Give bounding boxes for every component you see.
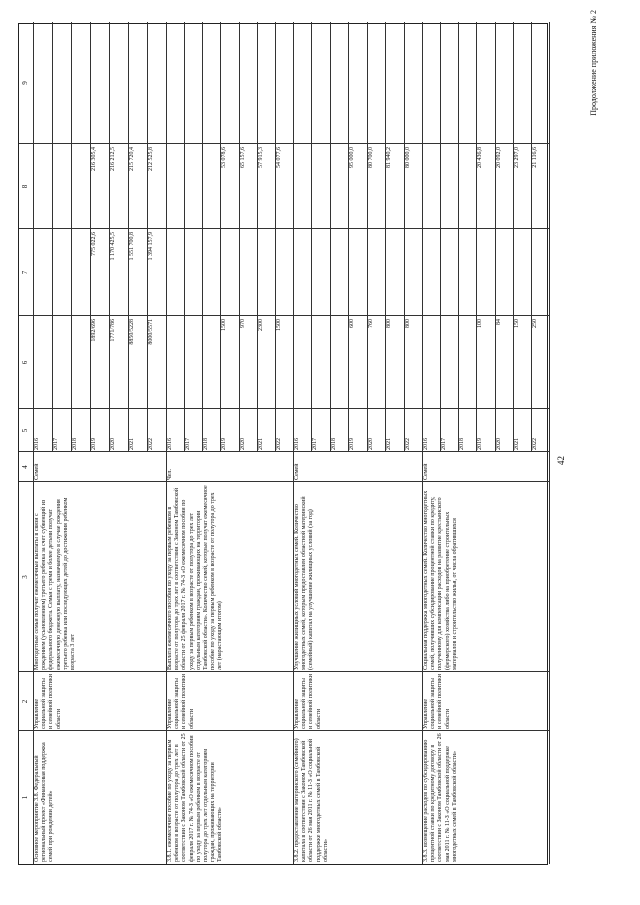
total-cell: 20 436,8 bbox=[477, 147, 484, 168]
total-cell: 80 000,0 bbox=[404, 147, 411, 168]
year-cell: 2019 bbox=[221, 438, 228, 450]
grid-line bbox=[513, 22, 514, 452]
unit-cell: Семей bbox=[423, 463, 429, 480]
indicator-cell: Социальная поддержка многодетных семей. Количество многодетных семей, получивших субсидирование процентной ставки по кредиту, полученному для компенсации расходов на развитие крестьянского (фермерского) хозяйства либо на приобретение строительных материалов и строительство жилья, от числа обратившихся bbox=[423, 490, 458, 670]
grid-line bbox=[404, 22, 405, 452]
year-cell: 2018 bbox=[203, 438, 210, 450]
cost-cell bbox=[476, 229, 494, 316]
indicator-cell: Многодетные семьи получат ежемесячные выплаты в связи с рождением (усыновлением) третьего ребенка за счет субвенций из федерального бюджета. Семьи с тремя и более детьми получат ежемесячную денежную выплату, назначаемую в случае рождения третьего ребенка или последующих детей до достижения ребенком возраста 3 лет bbox=[34, 497, 77, 670]
year-cell: 2017 bbox=[185, 438, 192, 450]
value-cell bbox=[422, 316, 440, 409]
total-cell: 53 078,6 bbox=[221, 147, 228, 168]
value-cell: 1500 bbox=[275, 319, 282, 331]
cost-cell: 1 170 425,5 bbox=[110, 232, 116, 261]
total-cell bbox=[330, 144, 348, 229]
grid-line bbox=[19, 451, 549, 452]
value-cell: 760 bbox=[367, 319, 374, 328]
grid-line bbox=[71, 22, 72, 452]
total-cell: 215 720,4 bbox=[129, 147, 135, 171]
total-cell: 216 212,5 bbox=[110, 147, 116, 171]
grid-line bbox=[90, 22, 91, 452]
year-cell: 2018 bbox=[459, 438, 466, 450]
grid-line bbox=[202, 22, 203, 452]
year-cell: 2020 bbox=[110, 438, 116, 450]
total-cell bbox=[440, 144, 458, 229]
unit-cell: Семей bbox=[294, 463, 300, 480]
cost-cell bbox=[404, 229, 422, 316]
total-cell bbox=[422, 144, 440, 229]
year-cell: 2018 bbox=[72, 438, 78, 450]
grid-line bbox=[239, 22, 240, 452]
year-cell: 2016 bbox=[34, 438, 40, 450]
total-cell: 57 915,3 bbox=[257, 147, 264, 168]
value-cell: 84 bbox=[495, 319, 502, 325]
grid-line bbox=[19, 408, 549, 409]
grid-line bbox=[531, 22, 532, 452]
value-cell bbox=[184, 316, 202, 409]
value-cell: 8850/5228 bbox=[129, 319, 135, 345]
value-cell: 600 bbox=[349, 319, 356, 328]
unit-cell: Чел. bbox=[167, 468, 173, 480]
value-cell bbox=[293, 316, 311, 409]
grid-line bbox=[220, 22, 221, 452]
value-cell bbox=[202, 316, 220, 409]
total-cell bbox=[311, 144, 329, 229]
executor-cell: Управление социальной защиты и семейной политики области bbox=[294, 674, 322, 729]
cost-cell bbox=[531, 229, 549, 316]
grid-line bbox=[109, 22, 110, 452]
year-cell: 2022 bbox=[404, 438, 411, 450]
year-cell: 2019 bbox=[477, 438, 484, 450]
total-cell: 81 940,2 bbox=[386, 147, 393, 168]
year-cell: 2017 bbox=[312, 438, 319, 450]
total-cell bbox=[293, 144, 311, 229]
cost-cell bbox=[202, 229, 220, 316]
cost-cell: 775 022,6 bbox=[91, 232, 97, 256]
cost-cell bbox=[348, 229, 366, 316]
total-cell bbox=[33, 144, 52, 229]
cost-cell bbox=[330, 229, 348, 316]
year-cell: 2021 bbox=[513, 438, 520, 450]
cost-cell bbox=[440, 229, 458, 316]
cost-cell: 1 551 700,8 bbox=[129, 232, 135, 261]
cost-cell bbox=[52, 229, 71, 316]
grid-line bbox=[19, 730, 549, 731]
cost-cell bbox=[184, 229, 202, 316]
column-number: 8 bbox=[21, 184, 29, 189]
program-table bbox=[18, 23, 548, 865]
cost-cell bbox=[220, 229, 238, 316]
appendix-note: Продолжение приложения № 2 bbox=[589, 10, 598, 116]
value-cell bbox=[71, 316, 90, 409]
column-number: 6 bbox=[21, 360, 29, 365]
value-cell bbox=[458, 316, 476, 409]
value-cell: 970 bbox=[239, 319, 246, 328]
indicator-cell: Выплата ежемесячного пособия по уходу за первым ребенком в возрасте от полутора до трех лет в соответствии с Законом Тамбовской области от 25 февраля 2017 г. № 74-З «О ежемесячном пособии по уходу за первым ребенком в возрасте от полутора до трех лет отдельным категориям граждан, проживающих на территории Тамбовской области». Количество семей, которые получат ежемесячное пособие по уходу за первым ребенком в возрасте от полутора до трех лет (нарастающим итогом) bbox=[167, 485, 224, 670]
total-cell: 23 297,0 bbox=[513, 147, 520, 168]
value-cell: 150 bbox=[513, 319, 520, 328]
column-number: 7 bbox=[21, 270, 29, 275]
cost-cell bbox=[458, 229, 476, 316]
total-cell: 20 092,0 bbox=[495, 147, 502, 168]
page-number: 42 bbox=[556, 456, 566, 465]
value-cell bbox=[33, 316, 52, 409]
value-cell bbox=[440, 316, 458, 409]
year-cell: 2016 bbox=[294, 438, 300, 450]
total-cell bbox=[71, 144, 90, 229]
year-cell: 2022 bbox=[531, 438, 538, 450]
value-cell: 1500 bbox=[221, 319, 228, 331]
value-cell bbox=[52, 316, 71, 409]
value-cell: 1771/786 bbox=[110, 319, 116, 342]
event-cell: 3.8.3. возмещение расходов по субсидированию процентной ставки по кредитному договору в соответствии с Законом Тамбовской области от 26 мая 2011 г. № 11-З «О социальной поддержке многодетных семей в Тамбовской области» bbox=[423, 733, 458, 862]
cost-cell bbox=[257, 229, 275, 316]
year-cell: 2020 bbox=[367, 438, 374, 450]
cost-cell bbox=[71, 229, 90, 316]
year-cell: 2020 bbox=[495, 438, 502, 450]
year-cell: 2018 bbox=[330, 438, 337, 450]
year-cell: 2019 bbox=[349, 438, 356, 450]
value-cell bbox=[330, 316, 348, 409]
cost-cell: 1 394 157,9 bbox=[148, 232, 154, 261]
column-number: 2 bbox=[21, 699, 29, 704]
year-cell: 2021 bbox=[386, 438, 393, 450]
grid-line bbox=[147, 22, 148, 452]
indicator-cell: Улучшение жилищных условий многодетных семей. Количество многодетных семей, которым предоставлен областной материнский (семейный) капитал на улучшение жилищных условий (за год) bbox=[294, 496, 315, 670]
event-cell: Основное мероприятие 3.8. Федеральный региональный проект «Финансовая поддержка семей при рождении детей» bbox=[34, 742, 55, 862]
year-cell: 2017 bbox=[53, 438, 59, 450]
total-cell bbox=[202, 144, 220, 229]
value-cell: 2300 bbox=[257, 319, 264, 331]
column-number: 3 bbox=[21, 575, 29, 579]
value-cell: 250 bbox=[531, 319, 538, 328]
value-cell: 8000/5571 bbox=[148, 319, 154, 345]
column-number: 1 bbox=[21, 795, 29, 800]
total-cell bbox=[458, 144, 476, 229]
cost-cell bbox=[293, 229, 311, 316]
total-cell: 95 000,0 bbox=[349, 147, 356, 168]
year-cell: 2017 bbox=[441, 438, 448, 450]
total-cell bbox=[184, 144, 202, 229]
year-cell: 2019 bbox=[91, 438, 97, 450]
cost-cell bbox=[367, 229, 385, 316]
grid-line bbox=[19, 228, 549, 229]
total-cell: 21 116,6 bbox=[531, 147, 538, 168]
cost-cell bbox=[513, 229, 531, 316]
grid-line bbox=[385, 22, 386, 452]
grid-line bbox=[311, 22, 312, 452]
year-cell: 2016 bbox=[167, 438, 173, 450]
grid-line bbox=[458, 22, 459, 452]
unit-cell: Семей bbox=[34, 463, 40, 480]
year-cell: 2021 bbox=[257, 438, 264, 450]
column-number: 4 bbox=[21, 465, 29, 469]
grid-line bbox=[275, 22, 276, 452]
grid-line bbox=[549, 22, 550, 864]
value-cell bbox=[311, 316, 329, 409]
value-cell: 800 bbox=[386, 319, 393, 328]
value-cell: 100 bbox=[477, 319, 484, 328]
cost-cell bbox=[495, 229, 513, 316]
total-cell: 65 157,6 bbox=[239, 147, 246, 168]
year-cell: 2022 bbox=[148, 438, 154, 450]
grid-line bbox=[19, 671, 549, 672]
executor-cell: Управление социальной защиты и семейной политики области bbox=[423, 674, 451, 729]
total-cell: 216 305,4 bbox=[91, 147, 97, 171]
value-cell bbox=[166, 316, 184, 409]
year-cell: 2016 bbox=[423, 438, 429, 450]
column-number: 9 bbox=[21, 81, 29, 85]
grid-line bbox=[19, 143, 549, 144]
cost-cell bbox=[166, 229, 184, 316]
cost-cell bbox=[422, 229, 440, 316]
grid-line bbox=[495, 22, 496, 452]
cost-cell bbox=[385, 229, 403, 316]
value-cell: 1892/696 bbox=[91, 319, 97, 342]
grid-line bbox=[476, 22, 477, 452]
executor-cell: Управление социальной защиты и семейной политики области bbox=[167, 674, 195, 729]
event-cell: 3.8.1. ежемесячное пособие по уходу за первым ребенком в возрасте от полутора до трех лет в соответствии с Законом Тамбовской области от 25 февраля 2017 г. № 74-З «О ежемесячном пособии по уходу за первым ребенком в возрасте от полутора до трех лет отдельным категориям граждан, проживающих на территории Тамбовской области» bbox=[167, 733, 224, 862]
grid-line bbox=[367, 22, 368, 452]
grid-line bbox=[128, 22, 129, 452]
grid-line bbox=[257, 22, 258, 452]
grid-line bbox=[330, 22, 331, 452]
total-cell bbox=[166, 144, 184, 229]
cost-cell bbox=[33, 229, 52, 316]
year-cell: 2021 bbox=[129, 438, 135, 450]
event-cell: 3.8.2. предоставление материнского (семейного) капитала в соответствии с Законом Тамбовской области от 26 мая 2011 г. № 11-З «О социальной поддержке многодетных семей в Тамбовской области» bbox=[294, 738, 329, 862]
column-number: 5 bbox=[21, 428, 29, 433]
total-cell: 54 077,6 bbox=[275, 147, 282, 168]
grid-line bbox=[184, 22, 185, 452]
year-cell: 2022 bbox=[275, 438, 282, 450]
grid-line bbox=[19, 315, 549, 316]
total-cell bbox=[52, 144, 71, 229]
grid-line bbox=[52, 22, 53, 452]
value-cell: 800 bbox=[404, 319, 411, 328]
total-cell: 80 700,0 bbox=[367, 147, 374, 168]
cost-cell bbox=[275, 229, 293, 316]
grid-line bbox=[440, 22, 441, 452]
total-cell: 212 525,8 bbox=[148, 147, 154, 171]
grid-line bbox=[348, 22, 349, 452]
year-cell: 2020 bbox=[239, 438, 246, 450]
executor-cell: Управление социальной защиты и семейной политики области bbox=[34, 674, 62, 729]
grid-line bbox=[19, 481, 549, 482]
cost-cell bbox=[239, 229, 257, 316]
cost-cell bbox=[311, 229, 329, 316]
